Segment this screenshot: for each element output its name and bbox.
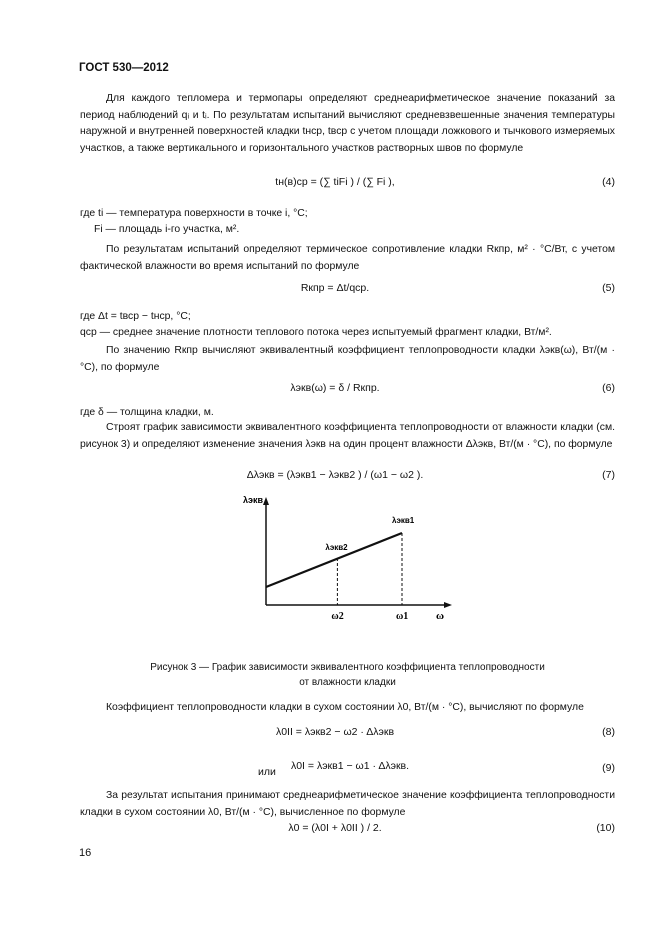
equation-number-4: (4)	[602, 176, 615, 188]
x-tick-omega-2: ω2	[331, 611, 344, 622]
equation-number-7: (7)	[602, 469, 615, 481]
page-number: 16	[79, 847, 92, 859]
series-line	[266, 533, 402, 587]
paragraph-5: Коэффициент теплопроводности кладки в сухом состоянии λ0, Вт/(м · °С), вычисляют по формуле	[106, 702, 584, 713]
paragraph-2: По результатам испытаний определяют термическое сопротивление кладки Rкпр, м² · °С/Вт, с учетом фактической влажности во время испытаний по формуле	[80, 244, 615, 272]
figure-caption-line-2: от влажности кладки	[299, 677, 396, 688]
y-axis-label: λэкв	[243, 495, 264, 505]
ili-connector: или	[258, 766, 276, 778]
equation-number-8: (8)	[602, 726, 615, 738]
chart-figure-3	[210, 485, 460, 645]
definition-fi: Fi — площадь i-го участка, м².	[94, 224, 240, 235]
paragraph-3: По значению Rкпр вычисляют эквивалентный коэффициент теплопроводности кладки λэкв(ω), Вт/(м · °С), по формуле	[80, 345, 615, 373]
equation-number-10: (10)	[596, 822, 615, 834]
definition-delta-t: где Δt = tвср − tнср, °С;	[80, 311, 191, 322]
x-tick-omega-1: ω1	[396, 611, 409, 622]
paragraph-4: Строят график зависимости эквивалентного коэффициента теплопроводности от влажности кладки (см. рисунок 3) и определяют изменение значения λэкв на один процент влажности Δλэкв, Вт/(м · °С), по формуле	[80, 422, 615, 450]
formula-6: λэкв(ω) = δ / Rкпр.	[290, 382, 380, 394]
y-axis-arrow	[263, 497, 269, 505]
paragraph-1: Для каждого тепломера и термопары определяют среднеарифметическое значение показаний за период наблюдений qᵢ и tᵢ. По результатам испытаний вычисляют средневзвешенные значения температуры наружной и внутренней поверхностей кладки tнср, tвср с учетом площади ложкового и тычкового измеряемых участков, а также вертикального и горизонтального участков растворных швов по формуле	[80, 93, 615, 154]
formula-7: Δλэкв = (λэкв1 − λэкв2 ) / (ω1 − ω2 ).	[246, 469, 424, 481]
formula-4: tн(в)ср = (∑ tiFi ) / (∑ Fi ),	[275, 176, 395, 188]
equation-number-6: (6)	[602, 382, 615, 394]
point-label-1: λэкв1	[392, 516, 415, 525]
x-axis-arrow	[444, 602, 452, 608]
x-axis-label: ω	[436, 610, 445, 622]
equation-number-5: (5)	[602, 282, 615, 294]
definition-ti: где ti — температура поверхности в точке i, °С;	[80, 208, 308, 219]
definition-q: qср — среднее значение плотности теплового потока через испытуемый фрагмент кладки, Вт/м².	[80, 327, 552, 338]
equation-number-9: (9)	[602, 762, 615, 774]
document-header: ГОСТ 530—2012	[79, 62, 169, 74]
formula-5: Rкпр = Δt/qср.	[300, 282, 370, 294]
formula-9: λ0I = λэкв1 − ω1 · Δλэкв.	[290, 760, 410, 772]
point-label-2: λэкв2	[325, 543, 348, 552]
paragraph-6: За результат испытания принимают среднеарифметическое значение коэффициента теплопроводности кладки в сухом состоянии λ0, Вт/(м · °С), вычисленное по формуле	[80, 790, 615, 818]
formula-8: λ0II = λэкв2 − ω2 · Δλэкв	[275, 726, 395, 738]
definition-delta: где δ — толщина кладки, м.	[80, 407, 214, 418]
figure-caption-line-1: Рисунок 3 — График зависимости эквивалентного коэффициента теплопроводности	[150, 662, 545, 673]
formula-10: λ0 = (λ0I + λ0II ) / 2.	[288, 822, 382, 834]
